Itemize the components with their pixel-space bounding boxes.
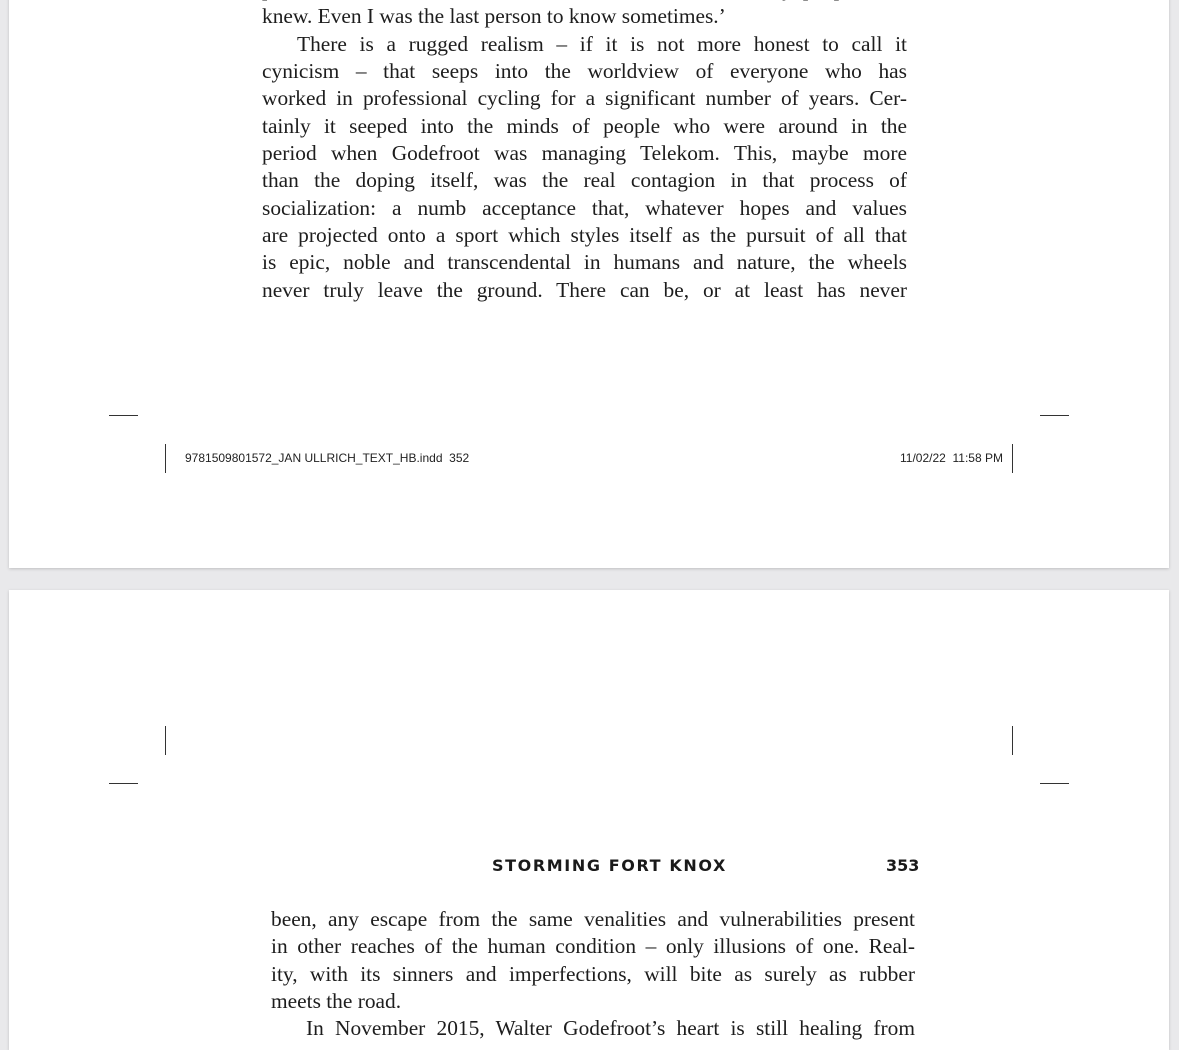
crop-mark-right: [1040, 415, 1069, 416]
text-line: in other reaches of the human condition – only illusions of one. Real-: [271, 934, 915, 959]
text-line: knew. Even I was the last person to know sometimes.’: [262, 4, 726, 29]
text-line: In November 2015, Walter Godefroot’s heart is still healing from: [306, 1016, 915, 1041]
text-line: than the doping itself, was the real contagion in that process of: [262, 168, 907, 193]
crop-mark-right: [1040, 783, 1069, 784]
text-line: worked in professional cycling for a significant number of years. Cer-: [262, 86, 907, 111]
text-line: ity, with its sinners and imperfections, will bite as surely as rubber: [271, 961, 915, 986]
page-number: 353: [886, 856, 920, 875]
paragraph: [271, 906, 915, 1015]
slug-time: 11:58 PM: [952, 451, 1003, 465]
page-352-body: [262, 0, 907, 304]
text-line: cynicism – that seeps into the worldview of everyone who has: [262, 59, 907, 84]
text-line: are projected onto a sport which styles itself as the pursuit of all that: [262, 223, 907, 248]
text-line: period when Godefroot was managing Telekom. This, maybe more: [262, 141, 907, 166]
page-353: [9, 590, 1169, 1050]
page-352: [9, 0, 1169, 568]
slug-bar-left: [165, 444, 166, 473]
page-353-body: [271, 906, 915, 1043]
crop-mark-top-right: [1012, 726, 1013, 755]
text-line: There is a rugged realism – if it is not more honest to call it: [297, 31, 907, 56]
text-line: tainly it seeped into the minds of people who were around in the: [262, 113, 907, 138]
slug-bar-right: [1012, 444, 1013, 473]
paragraph: [271, 1015, 915, 1042]
text-line: never truly leave the ground. There can be, or at least has never: [262, 277, 907, 302]
slug-timestamp: [900, 451, 1003, 465]
paragraph: [262, 0, 907, 31]
crop-mark-top-left: [165, 726, 166, 755]
slug-filename: 9781509801572_JAN ULLRICH_TEXT_HB.indd: [185, 451, 443, 465]
text-line: meets the road.: [271, 989, 402, 1014]
paragraph: [262, 31, 907, 304]
text-line: socialization: a numb acceptance that, whatever hopes and values: [262, 195, 907, 220]
slug-page-number: 352: [449, 451, 470, 465]
slug-file-info: [185, 451, 469, 465]
text-line: been, any escape from the same venalities and vulnerabilities present: [271, 907, 915, 931]
text-line: is epic, noble and transcendental in humans and nature, the wheels: [262, 250, 907, 275]
crop-mark-left: [109, 783, 138, 784]
slug-date: 11/02/22: [900, 451, 946, 465]
running-head: STORMING FORT KNOX: [492, 856, 727, 875]
crop-mark-left: [109, 415, 138, 416]
